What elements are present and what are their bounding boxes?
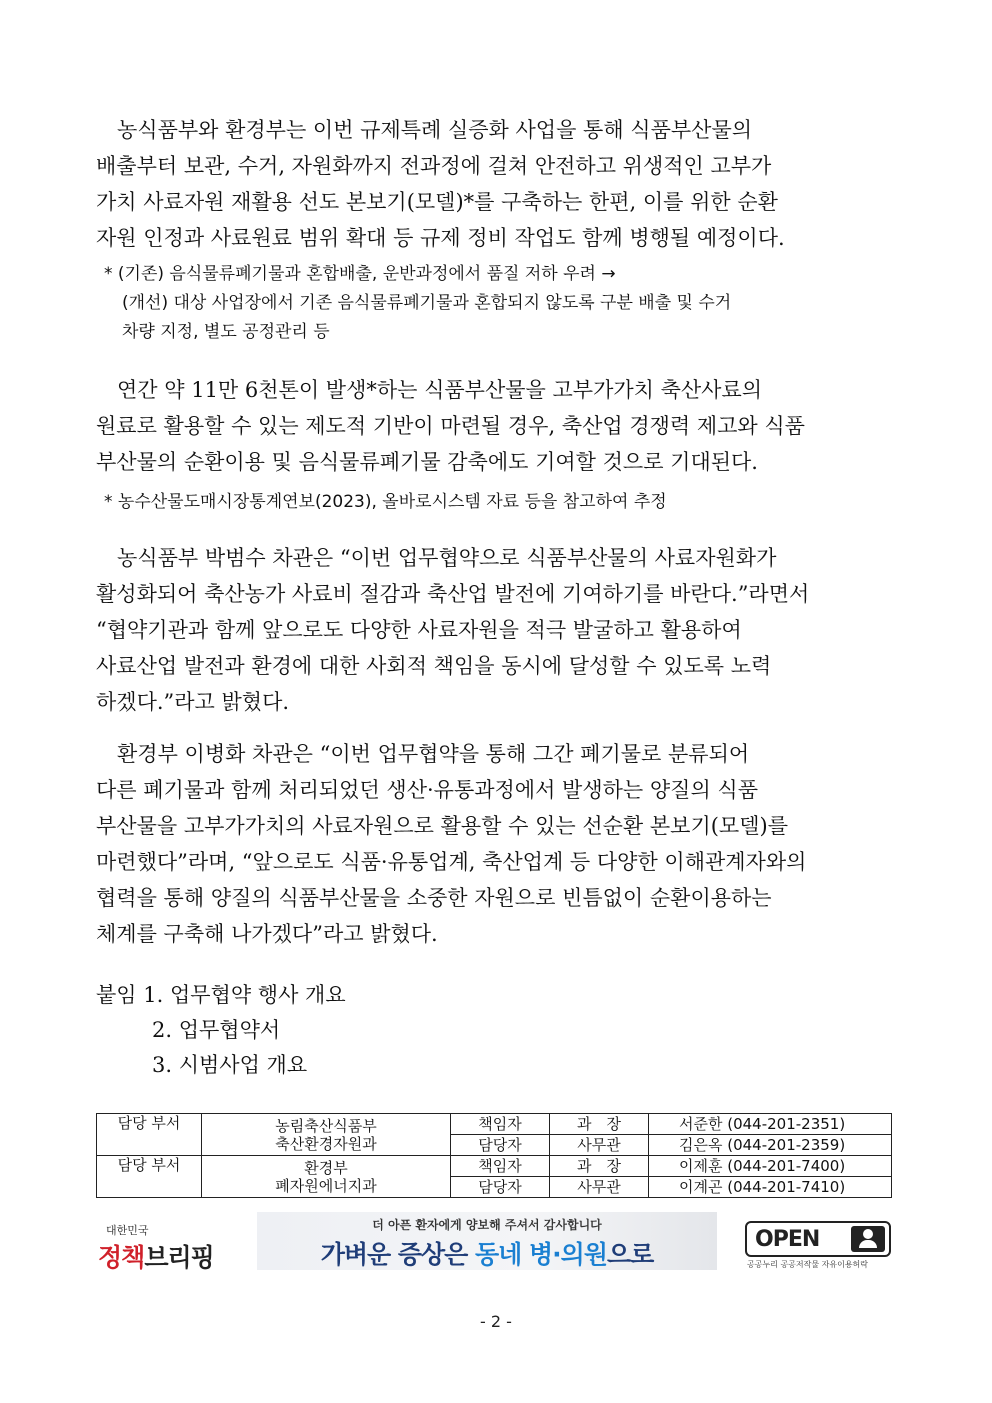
- role-cell: 담당자: [451, 1135, 550, 1156]
- attachment-label: 붙임: [96, 983, 137, 1007]
- text-line: 협력을 통해 양질의 식품부산물을 소중한 자원으로 빈틈없이 순환이용하는: [96, 886, 772, 910]
- open-sub-text: 공공누리 공공저작물 자유이용허락: [747, 1260, 869, 1269]
- dept-label-cell: 담당 부서: [97, 1156, 202, 1198]
- attachment-item: 3. 시범사업 개요: [152, 1053, 308, 1077]
- note-line: * (기존) 음식물류폐기물과 혼합배출, 운반과정에서 품질 저하 우려 →: [104, 264, 616, 284]
- text-line: 마련했다”라며, “앞으로도 식품·유통업계, 축산업계 등 다양한 이해관계자와의: [96, 850, 807, 874]
- text-line: 활성화되어 축산농가 사료비 절감과 축산업 발전에 기여하기를 바란다.”라면서: [96, 582, 810, 606]
- title-cell: 사무관: [550, 1135, 649, 1156]
- text-line: 농식품부와 환경부는 이번 규제특례 실증화 사업을 통해 식품부산물의: [96, 118, 753, 142]
- org-cell: 농림축산식품부 축산환경자원과: [202, 1114, 451, 1156]
- logo-big-text: 정책브리핑: [98, 1243, 214, 1272]
- logo-small-text: 대한민국: [106, 1224, 149, 1237]
- role-cell: 책임자: [451, 1114, 550, 1135]
- banner-top-text: 더 아픈 환자에게 양보해 주셔서 감사합니다: [372, 1218, 602, 1232]
- text-line: 연간 약 11만 6천톤이 발생*하는 식품부산물을 고부가가치 축산사료의: [96, 378, 763, 402]
- text-line: “협약기관과 함께 앞으로도 다양한 사료자원을 적극 발굴하고 활용하여: [96, 618, 742, 642]
- title-cell: 과 장: [550, 1114, 649, 1135]
- text-line: 부산물의 순환이용 및 음식물류폐기물 감축에도 기여할 것으로 기대된다.: [96, 450, 758, 474]
- role-cell: 책임자: [451, 1156, 550, 1177]
- note-line: 차량 지정, 별도 공정관리 등: [122, 322, 330, 342]
- name-cell: 이계곤 (044-201-7410): [649, 1177, 892, 1198]
- name-cell: 김은옥 (044-201-2359): [649, 1135, 892, 1156]
- text-line: 농식품부 박범수 차관은 “이번 업무협약으로 식품부산물의 사료자원화가: [96, 546, 777, 570]
- org-cell: 환경부 폐자원에너지과: [202, 1156, 451, 1198]
- open-badge-box: [745, 1221, 891, 1257]
- policy-briefing-logo[interactable]: [98, 1222, 218, 1272]
- person-icon: [851, 1226, 885, 1252]
- text-line: 체계를 구축해 나가겠다”라고 밝혔다.: [96, 922, 438, 946]
- paragraph-expectation: [96, 372, 896, 480]
- text-line: 환경부 이병화 차관은 “이번 업무협약을 통해 그간 폐기물로 분류되어: [96, 742, 750, 766]
- name-cell: 서준한 (044-201-2351): [649, 1114, 892, 1135]
- text-line: 자원 인정과 사료원료 범위 확대 등 규제 정비 작업도 함께 병행될 예정이다.: [96, 226, 785, 250]
- title-cell: 사무관: [550, 1177, 649, 1198]
- footnote-improvement: [104, 260, 896, 347]
- text-line: 가치 사료자원 재활용 선도 본보기(모델)*를 구축하는 한편, 이를 위한 순환: [96, 190, 778, 214]
- text-line: 원료로 활용할 수 있는 제도적 기반이 마련될 경우, 축산업 경쟁력 제고와 식품: [96, 414, 805, 438]
- contact-table: [96, 1113, 892, 1198]
- kogl-open-badge[interactable]: [745, 1221, 891, 1269]
- title-cell: 과 장: [550, 1156, 649, 1177]
- note-line: (개선) 대상 사업장에서 기존 음식물류폐기물과 혼합되지 않도록 구분 배출 및 수거: [122, 293, 732, 313]
- paragraph-regulation: [96, 112, 896, 256]
- text-line: 다른 폐기물과 함께 처리되었던 생산·유통과정에서 발생하는 양질의 식품: [96, 778, 758, 802]
- page-number: - 2 -: [480, 1312, 512, 1331]
- text-line: 사료산업 발전과 환경에 대한 사회적 책임을 동시에 달성할 수 있도록 노력: [96, 654, 772, 678]
- attachment-item: 붙임 1. 업무협약 행사 개요: [96, 983, 346, 1007]
- clinic-campaign-banner[interactable]: [257, 1212, 717, 1270]
- text-line: 하겠다.”라고 밝혔다.: [96, 690, 290, 714]
- dept-label-cell: 담당 부서: [97, 1114, 202, 1156]
- table-row: [97, 1114, 892, 1135]
- note-line: * 농수산물도매시장통계연보(2023), 올바로시스템 자료 등을 참고하여 추정: [104, 492, 667, 512]
- paragraph-agriculture-vice-minister: [96, 540, 896, 720]
- role-cell: 담당자: [451, 1177, 550, 1198]
- text-line: 배출부터 보관, 수거, 자원화까지 전과정에 걸쳐 안전하고 위생적인 고부가: [96, 154, 772, 178]
- table-row: [97, 1156, 892, 1177]
- banner-main-text: 가벼운 증상은 동네 병·의원으로: [320, 1240, 654, 1269]
- open-text: OPEN: [755, 1227, 820, 1252]
- footnote-source: [104, 488, 896, 517]
- paragraph-environment-vice-minister: [96, 736, 896, 952]
- attachment-item: 2. 업무협약서: [152, 1018, 281, 1042]
- name-cell: 이제훈 (044-201-7400): [649, 1156, 892, 1177]
- text-line: 부산물을 고부가가치의 사료자원으로 활용할 수 있는 선순환 본보기(모델)를: [96, 814, 788, 838]
- attachments-list: [96, 978, 346, 1083]
